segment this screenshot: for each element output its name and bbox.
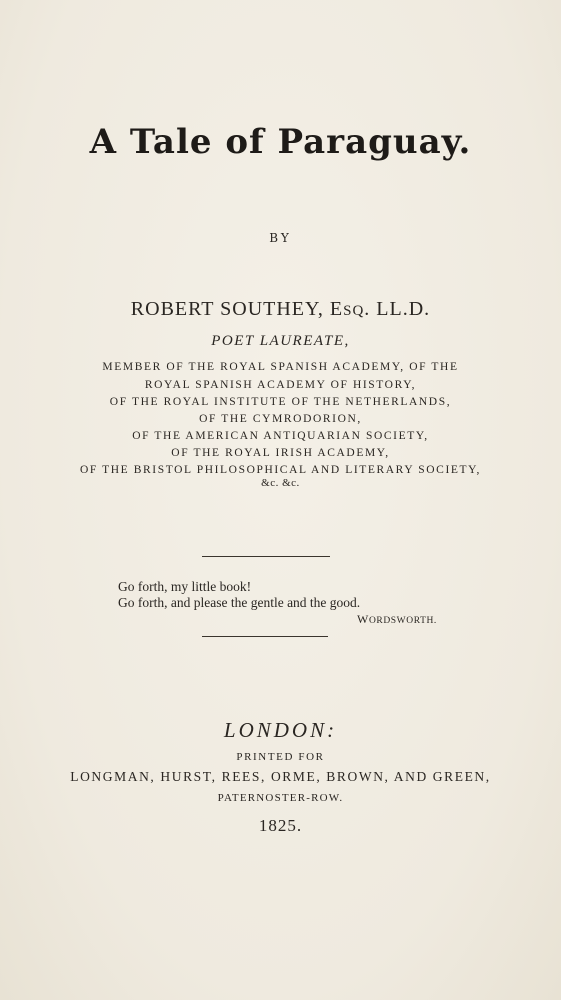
divider-rule xyxy=(202,636,328,637)
divider-rule xyxy=(202,556,330,557)
membership-line: OF THE CYMRODORION, xyxy=(199,413,362,425)
membership-line: OF THE ROYAL INSTITUTE OF THE NETHERLANDS, xyxy=(109,396,452,408)
epigraph-line: Go forth, my little book! xyxy=(118,579,252,594)
author-degree: . LL.D. xyxy=(364,298,431,320)
membership-line: OF THE AMERICAN ANTIQUARIAN SOCIETY, xyxy=(132,430,429,442)
membership-line: MEMBER OF THE ROYAL SPANISH ACADEMY, OF THE xyxy=(102,361,459,373)
imprint-printed-for: PRINTED FOR xyxy=(236,751,325,763)
imprint-address: PATERNOSTER-ROW. xyxy=(217,792,344,804)
author-name xyxy=(0,298,561,321)
membership-line: ROYAL SPANISH ACADEMY OF HISTORY, xyxy=(144,379,417,391)
membership-line: OF THE ROYAL IRISH ACADEMY, xyxy=(171,447,390,459)
book-title: A Tale of Paraguay. xyxy=(89,122,472,162)
imprint-year: 1825. xyxy=(258,816,303,835)
etcetera-line: &c. &c. xyxy=(261,477,300,489)
author-name-main: ROBERT SOUTHEY, E xyxy=(130,298,344,320)
author-laureate: POET LAUREATE, xyxy=(211,333,350,349)
epigraph-line: Go forth, and please the gentle and the good. xyxy=(118,595,361,610)
attribution-initial: W xyxy=(357,612,369,626)
author-name-smallcaps: SQ xyxy=(343,303,365,319)
imprint-city: LONDON: xyxy=(223,718,338,742)
attribution-smallcaps: ORDSWORTH. xyxy=(368,616,437,626)
membership-line: OF THE BRISTOL PHILOSOPHICAL AND LITERARY SOCIETY, xyxy=(79,464,482,476)
by-line: BY xyxy=(269,231,292,245)
imprint-publishers: LONGMAN, HURST, REES, ORME, BROWN, AND GREEN, xyxy=(70,769,491,784)
epigraph-attribution xyxy=(357,612,437,627)
